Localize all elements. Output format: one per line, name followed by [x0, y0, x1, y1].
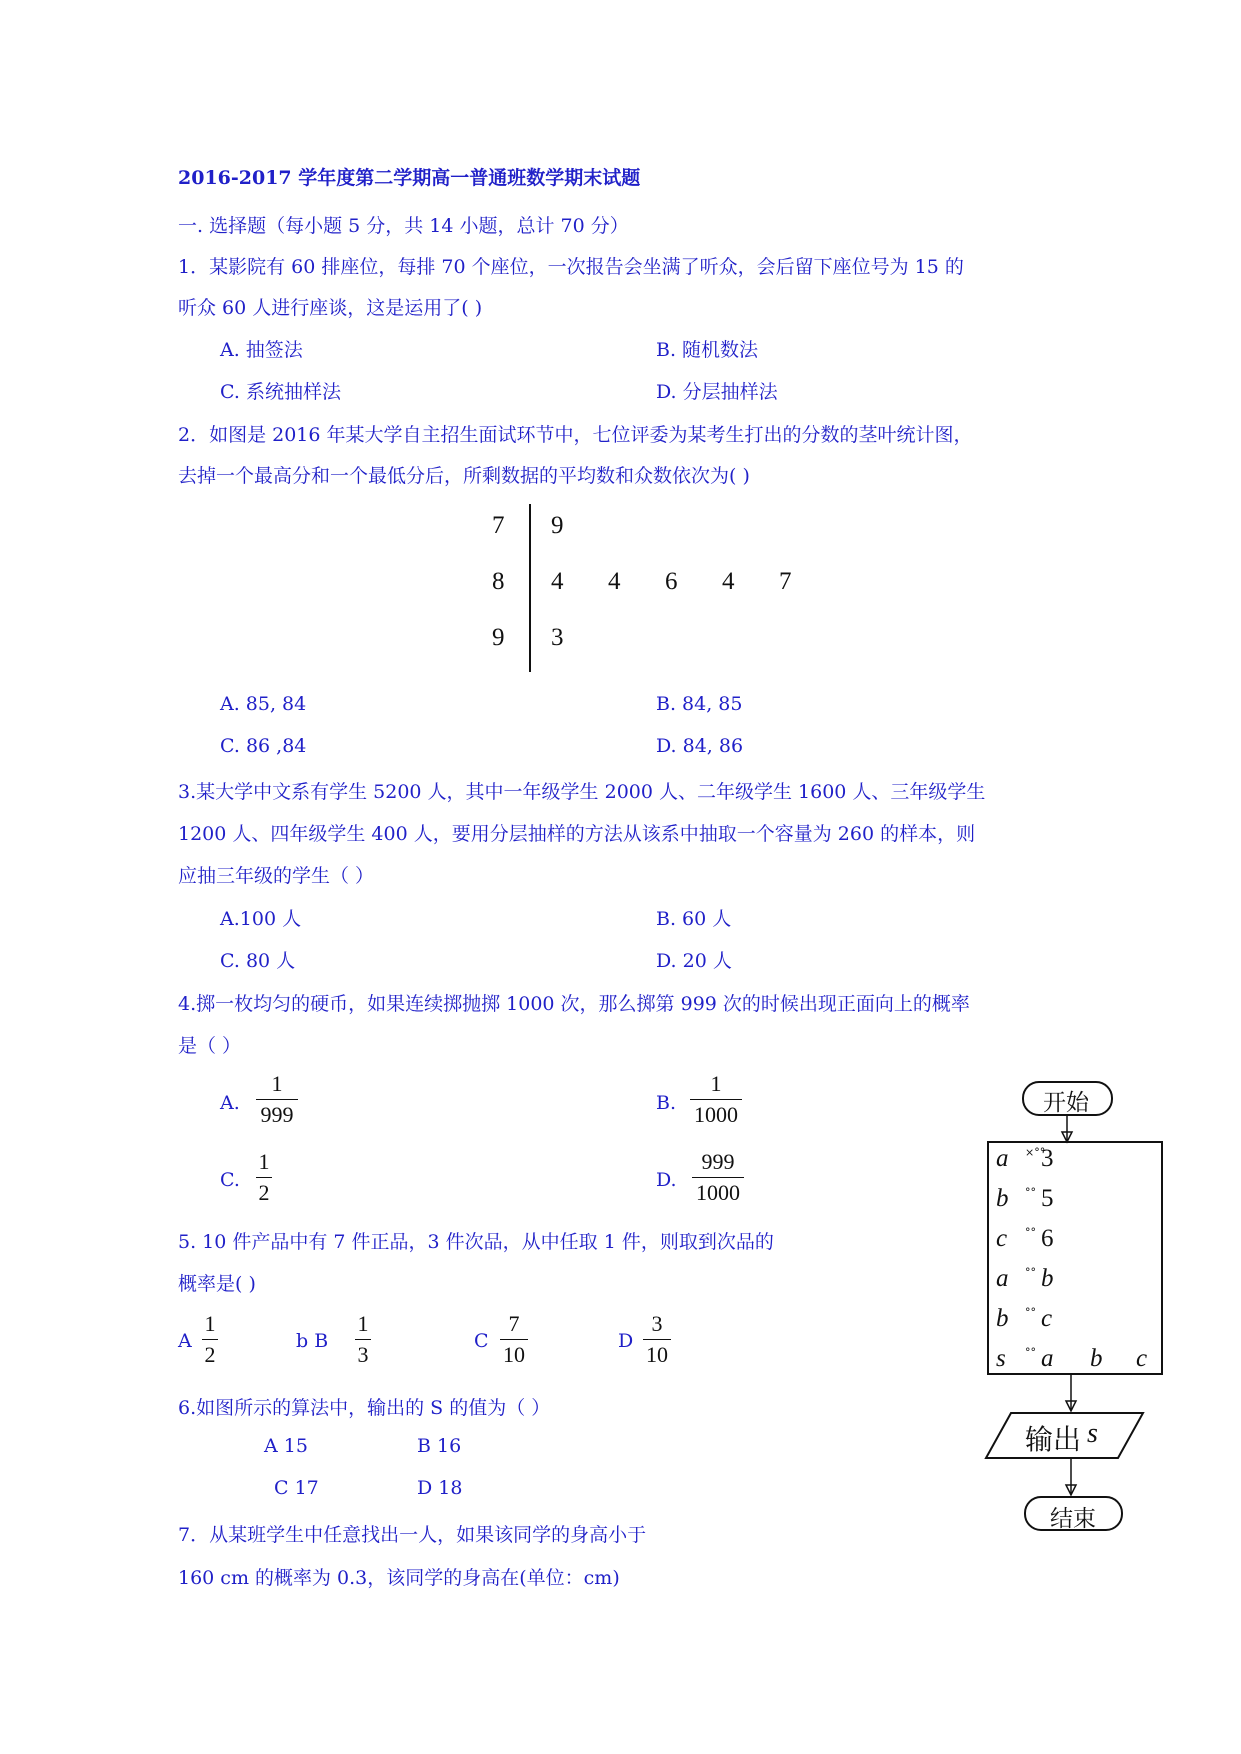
flowchart-var: b [996, 1185, 1009, 1212]
q5-option-c-fraction [500, 1312, 528, 1367]
q5-line2: 概率是( ) [178, 1273, 256, 1295]
q6-option-d: D 18 [417, 1477, 463, 1499]
q2-option-a: A. 85, 84 [220, 693, 307, 715]
flowchart-start: 开始 [1043, 1090, 1089, 1115]
page-title: 2016-2017 学年度第二学期高一普通班数学期末试题 [178, 167, 641, 189]
assign-arrow-icon: °° [1025, 1186, 1036, 1199]
stem-value: 8 [492, 568, 505, 595]
q1-option-a: A. 抽签法 [220, 339, 303, 361]
flowchart-val: 6 [1041, 1225, 1054, 1252]
q3-line2: 1200 人、四年级学生 400 人，要用分层抽样的方法从该系中抽取一个容量为 260 的样本，则 [178, 823, 976, 845]
q4-option-c-fraction [256, 1150, 272, 1205]
leaf-value: 4 [551, 568, 564, 595]
q4-option-a-fraction [256, 1072, 298, 1127]
q5-line1: 5. 10 件产品中有 7 件正品，3 件次品，从中任取 1 件，则取到次品的 [178, 1231, 774, 1253]
q2-option-b: B. 84, 85 [656, 693, 743, 715]
q7-line2: 160 cm 的概率为 0.3，该同学的身高在(单位：cm) [178, 1567, 620, 1589]
q5-option-b-label: b B [296, 1330, 329, 1352]
fraction-numerator: 3 [651, 1311, 663, 1336]
q3-line3: 应抽三年级的学生（ ） [178, 865, 375, 887]
q6-option-a: A 15 [264, 1435, 308, 1457]
q5-option-b-fraction [355, 1312, 371, 1367]
stem-divider [529, 504, 531, 672]
flowchart-var: c [996, 1225, 1008, 1252]
leaf-value: 7 [779, 568, 792, 595]
flowchart-val: a [1041, 1345, 1054, 1372]
flowchart-val: b [1041, 1265, 1054, 1292]
fraction-denominator: 2 [204, 1342, 216, 1367]
assign-arrow-icon: °° [1025, 1226, 1036, 1239]
q2-line2: 去掉一个最高分和一个最低分后，所剩数据的平均数和众数依次为( ) [178, 465, 750, 487]
q5-option-d-label: D [618, 1330, 634, 1352]
q4-option-b-label: B. [656, 1092, 677, 1114]
q4-option-b-fraction [690, 1072, 742, 1127]
flowchart-val: c [1136, 1345, 1148, 1372]
q4-option-d-label: D. [656, 1169, 677, 1191]
leaf-value: 4 [722, 568, 735, 595]
fraction-denominator: 999 [260, 1102, 294, 1127]
flowchart-var: s [996, 1345, 1006, 1372]
q5-option-a-label: A [178, 1330, 192, 1352]
stem-value: 9 [492, 624, 505, 651]
flowchart-val: c [1041, 1305, 1053, 1332]
q5-option-d-fraction [643, 1312, 671, 1367]
q1-line1: 1．某影院有 60 排座位，每排 70 个座位，一次报告会坐满了听众，会后留下座位号为 15 的 [178, 256, 964, 278]
q3-line1: 3.某大学中文系有学生 5200 人，其中一年级学生 2000 人、二年级学生 1600 人、三年级学生 [178, 781, 986, 803]
q3-option-c: C. 80 人 [220, 950, 296, 972]
assign-arrow-icon: °° [1025, 1266, 1036, 1279]
section-heading: 一. 选择题（每小题 5 分，共 14 小题，总计 70 分） [178, 215, 629, 237]
fraction-numerator: 1 [357, 1311, 369, 1336]
q5-option-a-fraction [202, 1312, 218, 1367]
fraction-numerator: 999 [701, 1149, 735, 1174]
q6-option-b: B 16 [417, 1435, 462, 1457]
q4-option-a-label: A. [220, 1092, 240, 1114]
flowchart-end: 结束 [1050, 1506, 1096, 1531]
q4-option-c-label: C. [220, 1169, 240, 1191]
fraction-numerator: 1 [710, 1071, 722, 1096]
q3-option-d: D. 20 人 [656, 950, 732, 972]
flowchart-val: b [1090, 1345, 1103, 1372]
q2-line1: 2．如图是 2016 年某大学自主招生面试环节中，七位评委为某考生打出的分数的茎叶统计图， [178, 424, 973, 446]
q6-line1: 6.如图所示的算法中，输出的 S 的值为（ ） [178, 1397, 551, 1419]
q1-option-b: B. 随机数法 [656, 339, 759, 361]
leaf-value: 9 [551, 512, 564, 539]
q1-line2: 听众 60 人进行座谈，这是运用了( ) [178, 297, 483, 319]
fraction-denominator: 1000 [696, 1180, 740, 1205]
flowchart-var: a [996, 1265, 1009, 1292]
q4-option-d-fraction [692, 1150, 744, 1205]
q4-line1: 4.掷一枚均匀的硬币，如果连续掷抛掷 1000 次，那么掷第 999 次的时候出现正面向上的概率 [178, 993, 970, 1015]
fraction-denominator: 1000 [694, 1102, 738, 1127]
flowchart-var: b [996, 1305, 1009, 1332]
q1-option-c: C. 系统抽样法 [220, 381, 341, 403]
fraction-numerator: 1 [258, 1149, 270, 1174]
q2-option-c: C. 86 ,84 [220, 735, 307, 757]
flowchart-var: a [996, 1145, 1009, 1172]
leaf-value: 6 [665, 568, 678, 595]
q2-option-d: D. 84, 86 [656, 735, 744, 757]
q3-option-b: B. 60 人 [656, 908, 732, 930]
leaf-value: 4 [608, 568, 621, 595]
q4-line2: 是（ ） [178, 1035, 242, 1057]
assign-arrow-icon: ×°° [1025, 1146, 1046, 1159]
fraction-numerator: 1 [204, 1311, 216, 1336]
fraction-numerator: 1 [271, 1071, 283, 1096]
stem-value: 7 [492, 512, 505, 539]
flowchart-val: 3 [1041, 1145, 1054, 1172]
fraction-denominator: 10 [646, 1342, 668, 1367]
q1-option-d: D. 分层抽样法 [656, 381, 778, 403]
fraction-denominator: 10 [503, 1342, 525, 1367]
flowchart-val: 5 [1041, 1185, 1054, 1212]
assign-arrow-icon: °° [1025, 1306, 1036, 1319]
q6-option-c: C 17 [274, 1477, 319, 1499]
fraction-denominator: 2 [258, 1180, 270, 1205]
assign-arrow-icon: °° [1025, 1346, 1036, 1359]
flowchart-output-var: s [1087, 1418, 1098, 1449]
fraction-denominator: 3 [357, 1342, 369, 1367]
flowchart-output: 输出 [1025, 1425, 1082, 1456]
q5-option-c-label: C [474, 1330, 489, 1352]
q3-option-a: A.100 人 [220, 908, 302, 930]
q7-line1: 7．从某班学生中任意找出一人，如果该同学的身高小于 [178, 1524, 647, 1546]
leaf-value: 3 [551, 624, 564, 651]
fraction-numerator: 7 [508, 1311, 520, 1336]
